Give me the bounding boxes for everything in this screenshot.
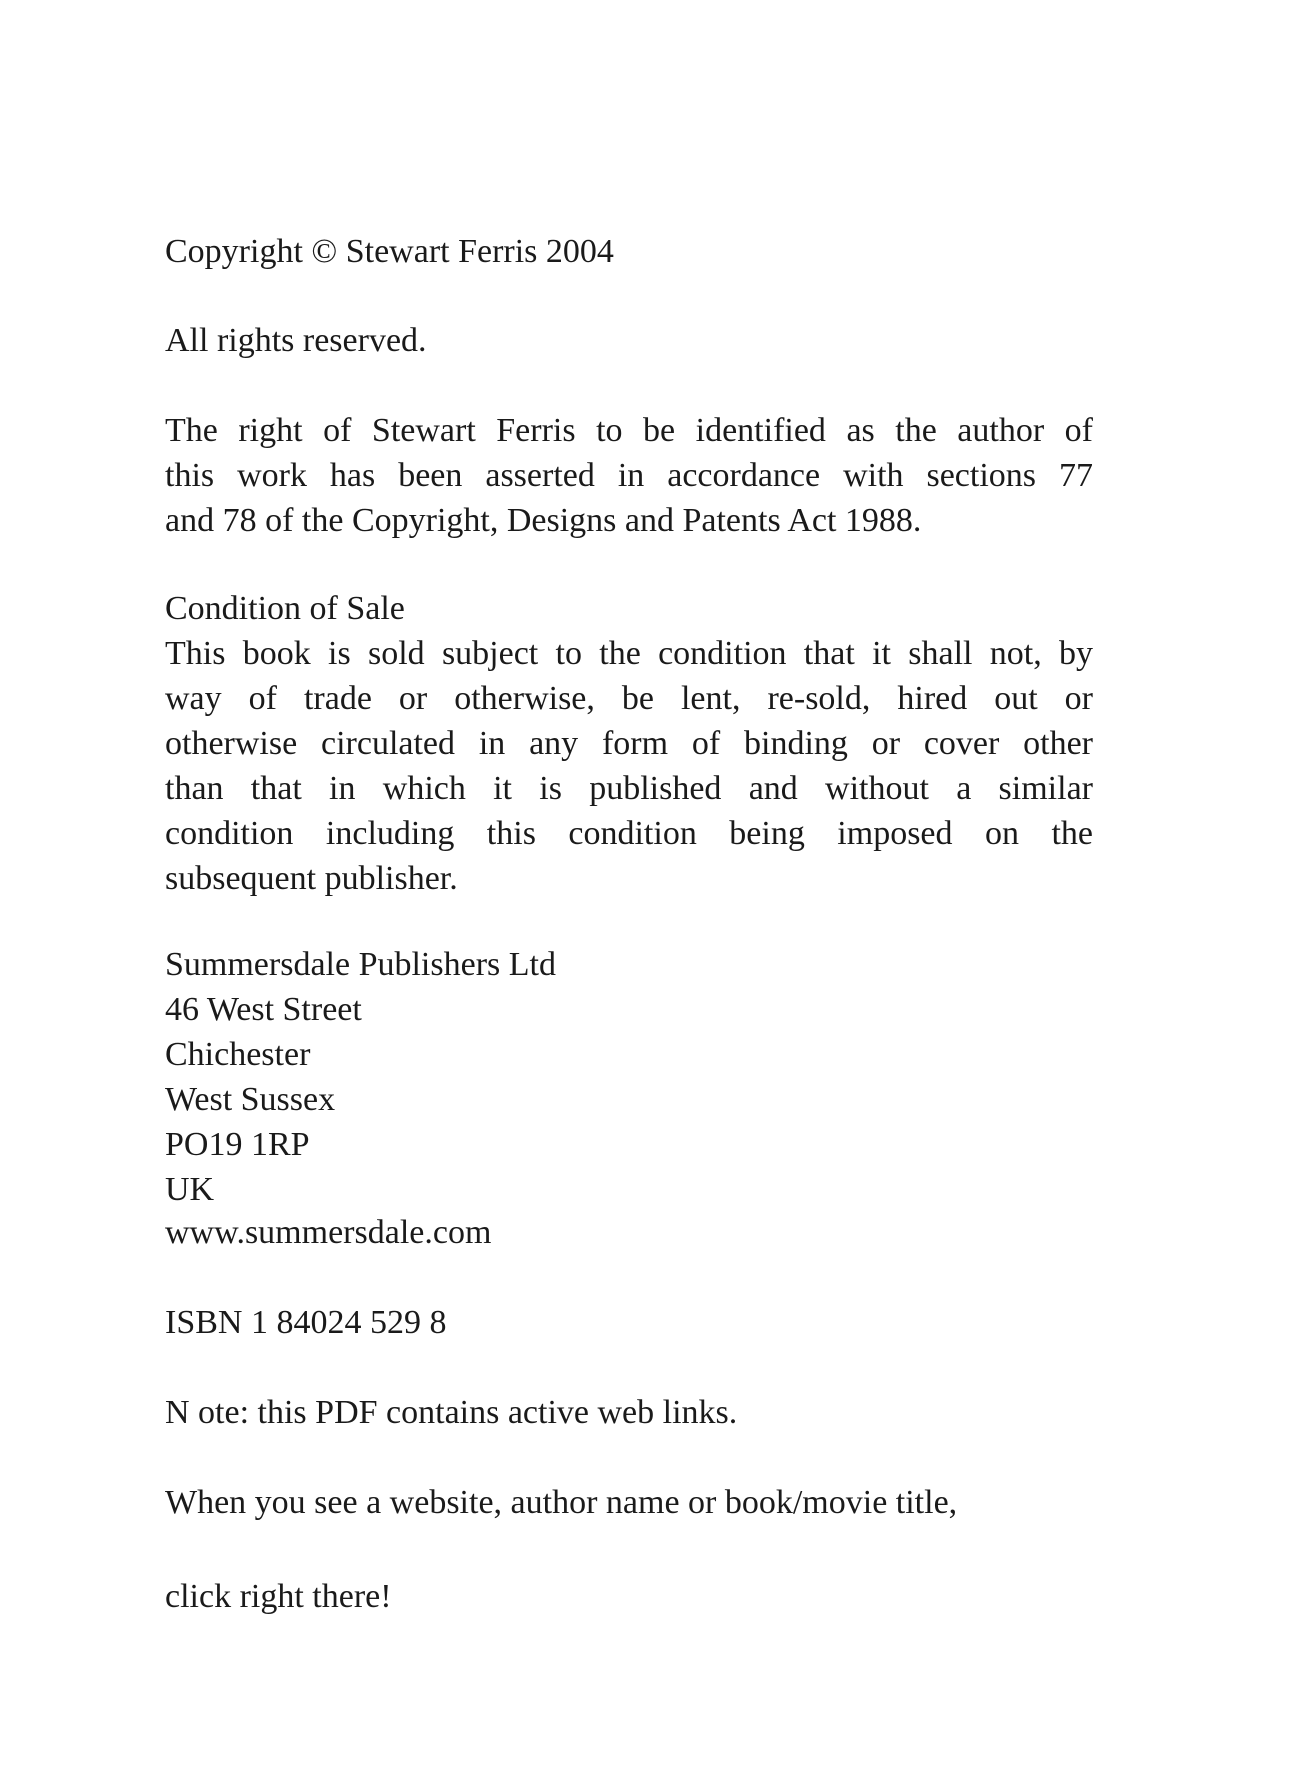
website-link[interactable]: www.summersdale.com [165, 1214, 492, 1251]
pdf-note [165, 1390, 1093, 1435]
condition-line: way of trade or otherwise, be lent, re-sold, hired out or [165, 680, 1093, 717]
condition-line: otherwise circulated in any form of binding or cover other [165, 725, 1093, 762]
publisher-address [165, 942, 1093, 1212]
website [165, 1210, 1093, 1255]
condition-line: than that in which it is published and without a similar [165, 770, 1093, 807]
copyright-notice [165, 229, 1093, 274]
condition-line: subsequent publisher. [165, 860, 458, 897]
link-instruction [165, 1480, 1093, 1525]
publisher-postcode: PO19 1RP [165, 1126, 310, 1163]
condition-of-sale [165, 586, 1093, 901]
publisher-county: West Sussex [165, 1081, 336, 1118]
copyright-line: Copyright © Stewart Ferris 2004 [165, 233, 614, 270]
publisher-country: UK [165, 1171, 215, 1208]
note-line: N ote: this PDF contains active web links. [165, 1394, 738, 1431]
isbn-line: ISBN 1 84024 529 8 [165, 1304, 447, 1341]
assertion-line: and 78 of the Copyright, Designs and Patents Act 1988. [165, 502, 922, 539]
isbn [165, 1300, 1093, 1345]
condition-line: This book is sold subject to the condition that it shall not, by [165, 635, 1093, 672]
author-assertion [165, 408, 1093, 543]
publisher-city: Chichester [165, 1036, 311, 1073]
rights-line: All rights reserved. [165, 322, 427, 359]
assertion-line: this work has been asserted in accordance with sections 77 [165, 457, 1093, 494]
publisher-street: 46 West Street [165, 991, 362, 1028]
publisher-name: Summersdale Publishers Ltd [165, 946, 556, 983]
call-to-action [165, 1574, 1093, 1619]
condition-line: condition including this condition being imposed on the [165, 815, 1093, 852]
call-to-action-line: click right there! [165, 1578, 392, 1615]
condition-heading: Condition of Sale [165, 590, 405, 627]
instruction-line: When you see a website, author name or book/movie title, [165, 1484, 958, 1521]
rights-statement [165, 318, 1093, 363]
assertion-line: The right of Stewart Ferris to be identified as the author of [165, 412, 1093, 449]
